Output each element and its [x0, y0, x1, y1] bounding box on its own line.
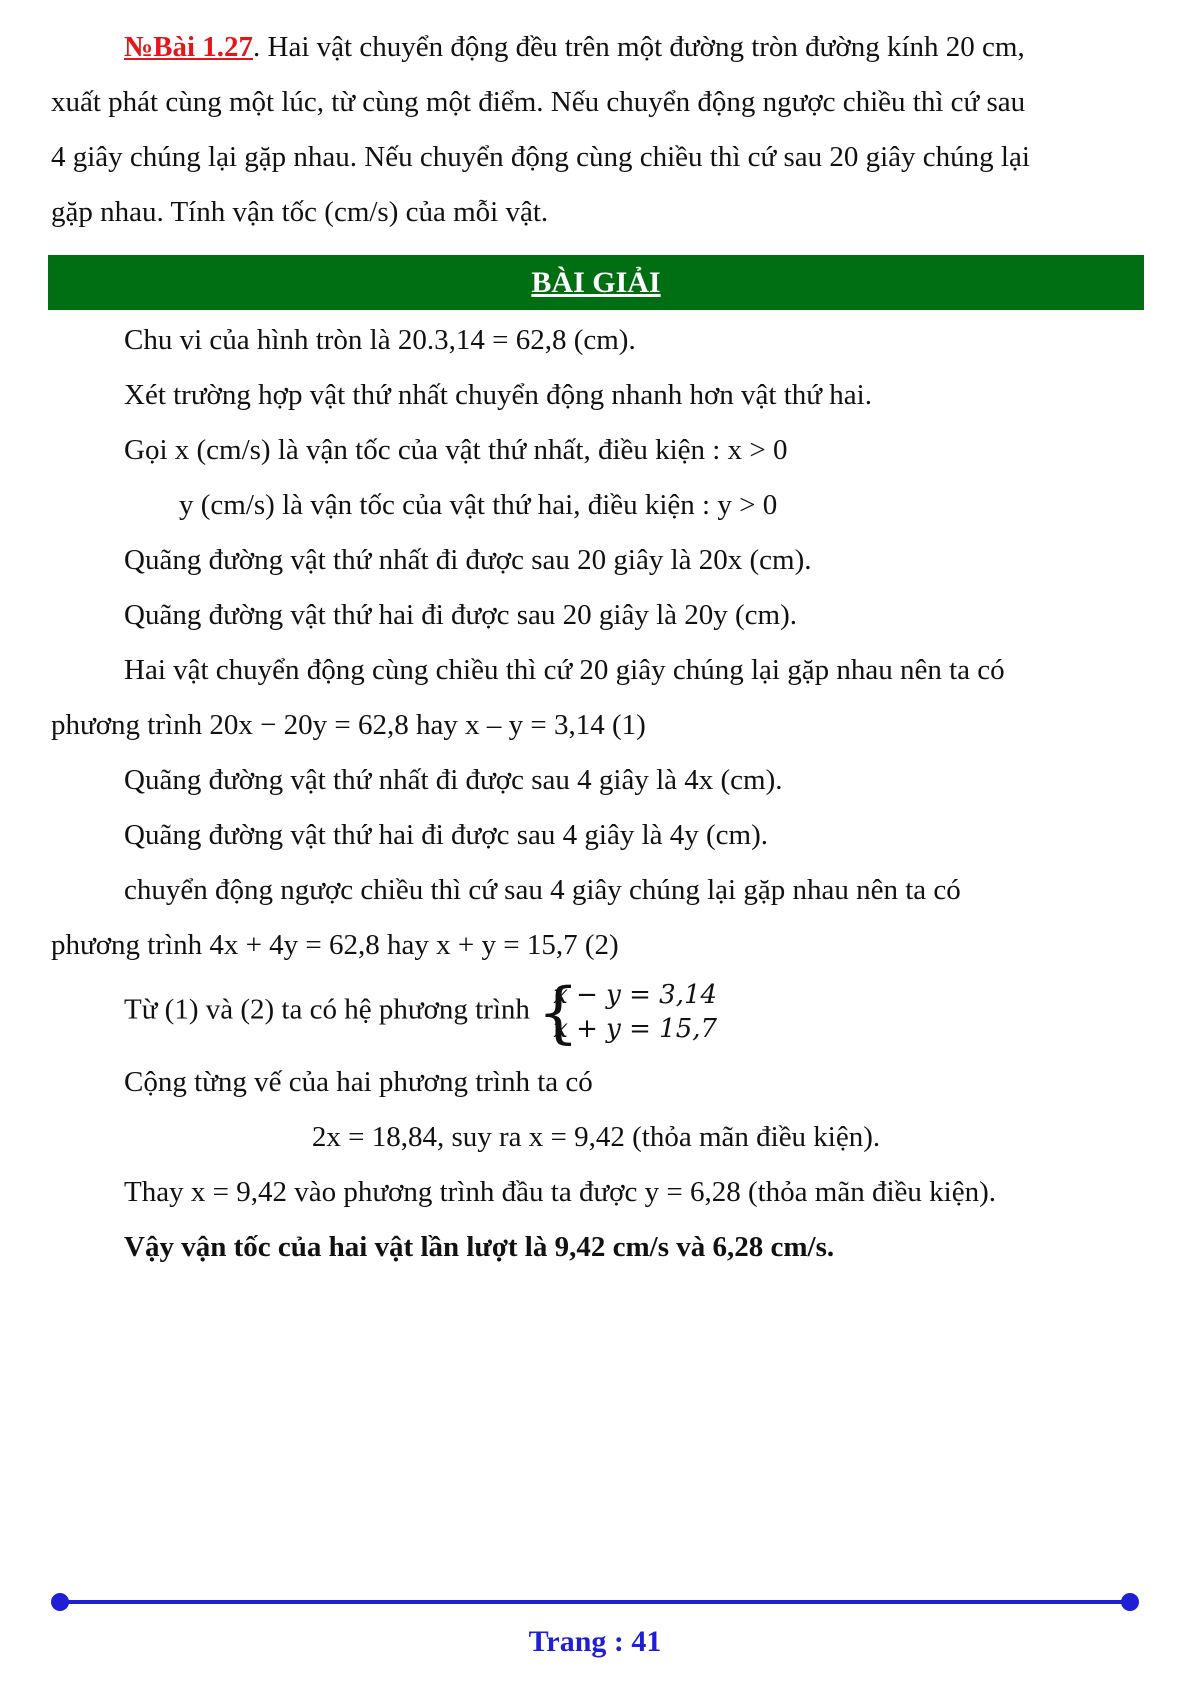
- solution-line: Xét trường hợp vật thứ nhất chuyển động nhanh hơn vật thứ hai.: [124, 379, 872, 411]
- page-number: Trang : 41: [528, 1625, 662, 1658]
- solution-line: Chu vi của hình tròn là 20.3,14 = 62,8 (cm).: [124, 324, 636, 356]
- solution-line: 2x = 18,84, suy ra x = 9,42 (thỏa mãn điều kiện).: [311, 1121, 881, 1153]
- problem-statement-line-4: gặp nhau. Tính vận tốc (cm/s) của mỗi vật.: [51, 196, 549, 228]
- solution-heading: BÀI GIẢI: [531, 265, 661, 299]
- solution-line: y (cm/s) là vận tốc của vật thứ hai, điều kiện : y > 0: [179, 489, 778, 521]
- problem-text: . Hai vật chuyển động đều trên một đường tròn đường kính 20 cm,: [253, 31, 1025, 63]
- solution-line: Quãng đường vật thứ nhất đi được sau 4 giây là 4x (cm).: [124, 764, 783, 796]
- brace-icon: {: [537, 974, 580, 1051]
- solution-line: chuyển động ngược chiều thì cứ sau 4 giây chúng lại gặp nhau nên ta có: [124, 874, 961, 906]
- solution-line: Quãng đường vật thứ hai đi được sau 4 giây là 4y (cm).: [124, 819, 768, 851]
- solution-line: phương trình 20x − 20y = 62,8 hay x – y = 3,14 (1): [51, 709, 646, 741]
- solution-line: Hai vật chuyển động cùng chiều thì cứ 20 giây chúng lại gặp nhau nên ta có: [124, 654, 1005, 686]
- problem-statement-line-3: 4 giây chúng lại gặp nhau. Nếu chuyển động cùng chiều thì cứ sau 20 giây chúng lại: [51, 141, 1030, 173]
- problem-number: №Bài 1.27: [124, 31, 254, 63]
- equation-2: x + y = 15,7: [553, 1014, 718, 1044]
- solution-line: Quãng đường vật thứ hai đi được sau 20 giây là 20y (cm).: [124, 599, 797, 631]
- system-line: [51, 974, 1190, 1051]
- system-intro: Từ (1) và (2) ta có hệ phương trình: [124, 993, 538, 1026]
- solution-line: Gọi x (cm/s) là vận tốc của vật thứ nhất, điều kiện : x > 0: [124, 434, 788, 466]
- solution-line: Quãng đường vật thứ nhất đi được sau 20 giây là 20x (cm).: [124, 544, 812, 576]
- solution-banner: [48, 255, 1144, 310]
- solution-line: Thay x = 9,42 vào phương trình đầu ta được y = 6,28 (thỏa mãn điều kiện).: [124, 1176, 996, 1208]
- solution-line: Cộng từng vế của hai phương trình ta có: [124, 1066, 593, 1098]
- equation-system: [537, 974, 718, 1051]
- problem-statement-line-2: xuất phát cùng một lúc, từ cùng một điểm. Nếu chuyển động ngược chiều thì cứ sau: [51, 86, 1026, 118]
- problem-statement-line-1: [51, 20, 1190, 75]
- footer-dot-right: [1121, 1593, 1139, 1611]
- equation-1: x − y = 3,14: [553, 980, 718, 1010]
- solution-line: phương trình 4x + 4y = 62,8 hay x + y = 15,7 (2): [51, 929, 619, 961]
- conclusion: Vậy vận tốc của hai vật lần lượt là 9,42 cm/s và 6,28 cm/s.: [124, 1231, 835, 1263]
- footer-divider: [61, 1600, 1130, 1604]
